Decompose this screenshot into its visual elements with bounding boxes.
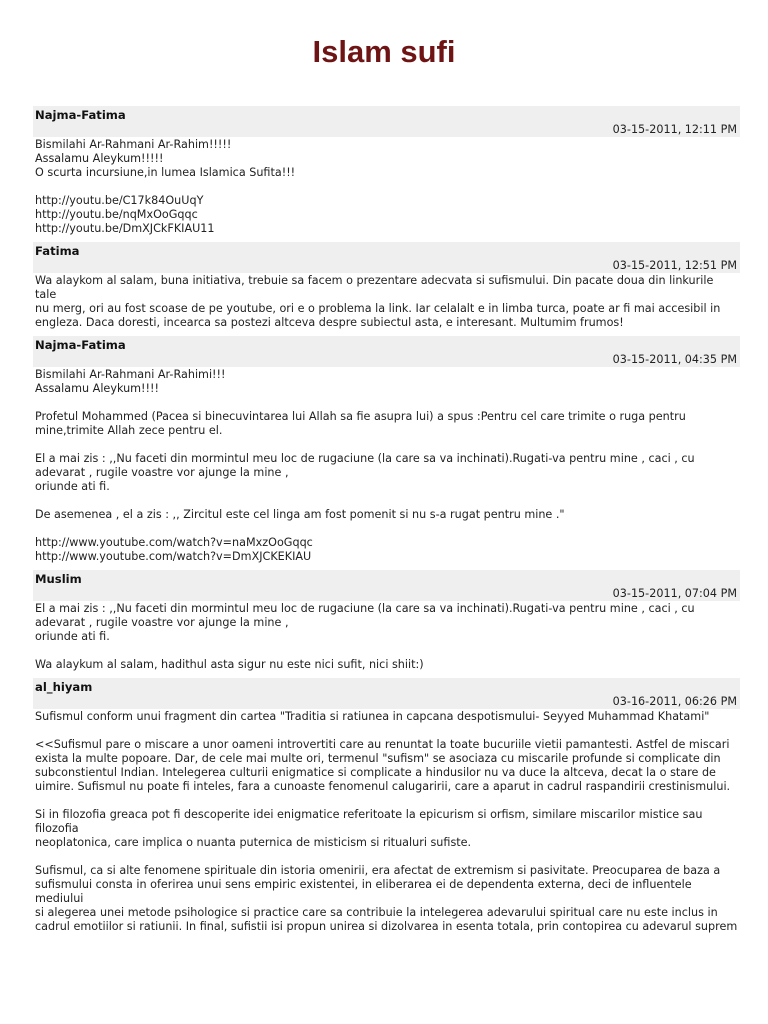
- post-body: Sufismul conform unui fragment din cartea "Traditia si ratiunea in capcana despotismului- Seyyed Muhammad Khatami" <<Sufismul pare o miscare a unor oameni introvertiti care au renuntat la toate bucuriile vietii pamantesti. Astfel de miscari exista la multe popoare. Dar, de cele mai multe ori, termenul "sufism" se asociaza cu miscarile profunde si complicate din subconstientul Indian. Intelegerea culturii enigmatice si complicate a hindusilor nu va duce la altceva, decat la o stare de uimire. Sufismul nu poate fi inteles, fara a cunoaste fenomenul calugaririi, care a aparut in cadrul raspandirii crestinismului. Si in filozofia greaca pot fi descoperite idei enigmatice referitoate la epicurism si orfism, similare miscarilor mistice sau filozofia neoplatonica, care implica o nuanta puternica de misticism si ritualuri sufiste. Sufismul, ca si alte fenomene spirituale din istoria omenirii, era afectat de extremism si pasivitate. Preocuparea de baza a sufismului consta in oferirea unui sens empiric existentei, in eliberarea ei de dependenta externa, deci de influentele mediului si alegerea unei metode psihologice si practice care sa contribuie la intelegerea adevarului spiritual care nu este inclus in cadrul emotiilor si ratiunii. In final, sufistii isi propun unirea si dizolvarea in esenta totala, prin contopirea cu adevarul suprem: [35, 710, 738, 933]
- post-header: [33, 106, 740, 137]
- post-header: [33, 678, 740, 709]
- post-author: Najma-Fatima: [35, 108, 126, 122]
- post-header: [33, 336, 740, 367]
- post-author: Najma-Fatima: [35, 338, 126, 352]
- page-title: Islam sufi: [312, 34, 456, 69]
- post: [33, 242, 740, 336]
- post: [33, 106, 740, 242]
- post-body: Bismilahi Ar-Rahmani Ar-Rahim!!!!! Assalamu Aleykum!!!!! O scurta incursiune,in lumea Islamica Sufita!!! http://youtu.be/C17k84OuUqY http://youtu.be/nqMxOoGqqc http://youtu.be/DmXJCkFKIAU11: [35, 138, 296, 235]
- post-author: al_hiyam: [35, 680, 93, 694]
- post-header: [33, 242, 740, 273]
- post: [33, 570, 740, 678]
- post-body: Wa alaykom al salam, buna initiativa, trebuie sa facem o prezentare adecvata si sufismului. Din pacate doua din linkurile tale nu merg, ori au fost scoase de pe youtube, ori e o problema la link. Iar celalalt e in limba turca, poate ar fi mai accesibil in engleza. Daca doresti, incearca sa postezi altceva despre subiectul asta, e interesant. Multumim frumos!: [35, 274, 721, 329]
- post-date: 03-15-2011, 12:51 PM: [612, 259, 737, 272]
- post-body: El a mai zis : ,,Nu faceti din mormintul meu loc de rugaciune (la care sa va inchinati).Rugati-va pentru mine , caci , cu adevarat , rugile voastre vor ajunge la mine , oriunde ati fi. Wa alaykum al salam, hadithul asta sigur nu este nici sufit, nici shiit:): [35, 602, 695, 671]
- post-date: 03-15-2011, 04:35 PM: [612, 353, 737, 366]
- thread: [33, 106, 740, 940]
- post-header: [33, 570, 740, 601]
- post-author: Muslim: [35, 572, 82, 586]
- post-date: 03-16-2011, 06:26 PM: [612, 695, 737, 708]
- post-date: 03-15-2011, 07:04 PM: [612, 587, 737, 600]
- post-date: 03-15-2011, 12:11 PM: [612, 123, 737, 136]
- post: [33, 336, 740, 570]
- post: [33, 678, 740, 940]
- post-author: Fatima: [35, 244, 80, 258]
- post-body: Bismilahi Ar-Rahmani Ar-Rahimi!!! Assalamu Aleykum!!!! Profetul Mohammed (Pacea si binecuvintarea lui Allah sa fie asupra lui) a spus :Pentru cel care trimite o ruga pentru mine,trimite Allah zece pentru el. El a mai zis : ,,Nu faceti din mormintul meu loc de rugaciune (la care sa va inchinati).Rugati-va pentru mine , caci , cu adevarat , rugile voastre vor ajunge la mine , oriunde ati fi. De asemenea , el a zis : ,, Zircitul este cel linga am fost pomenit si nu s-a rugat pentru mine ." http://www.youtube.com/watch?v=naMxzOoGqqc http://www.youtube.com/watch?v=DmXJCKEKIAU: [35, 368, 695, 563]
